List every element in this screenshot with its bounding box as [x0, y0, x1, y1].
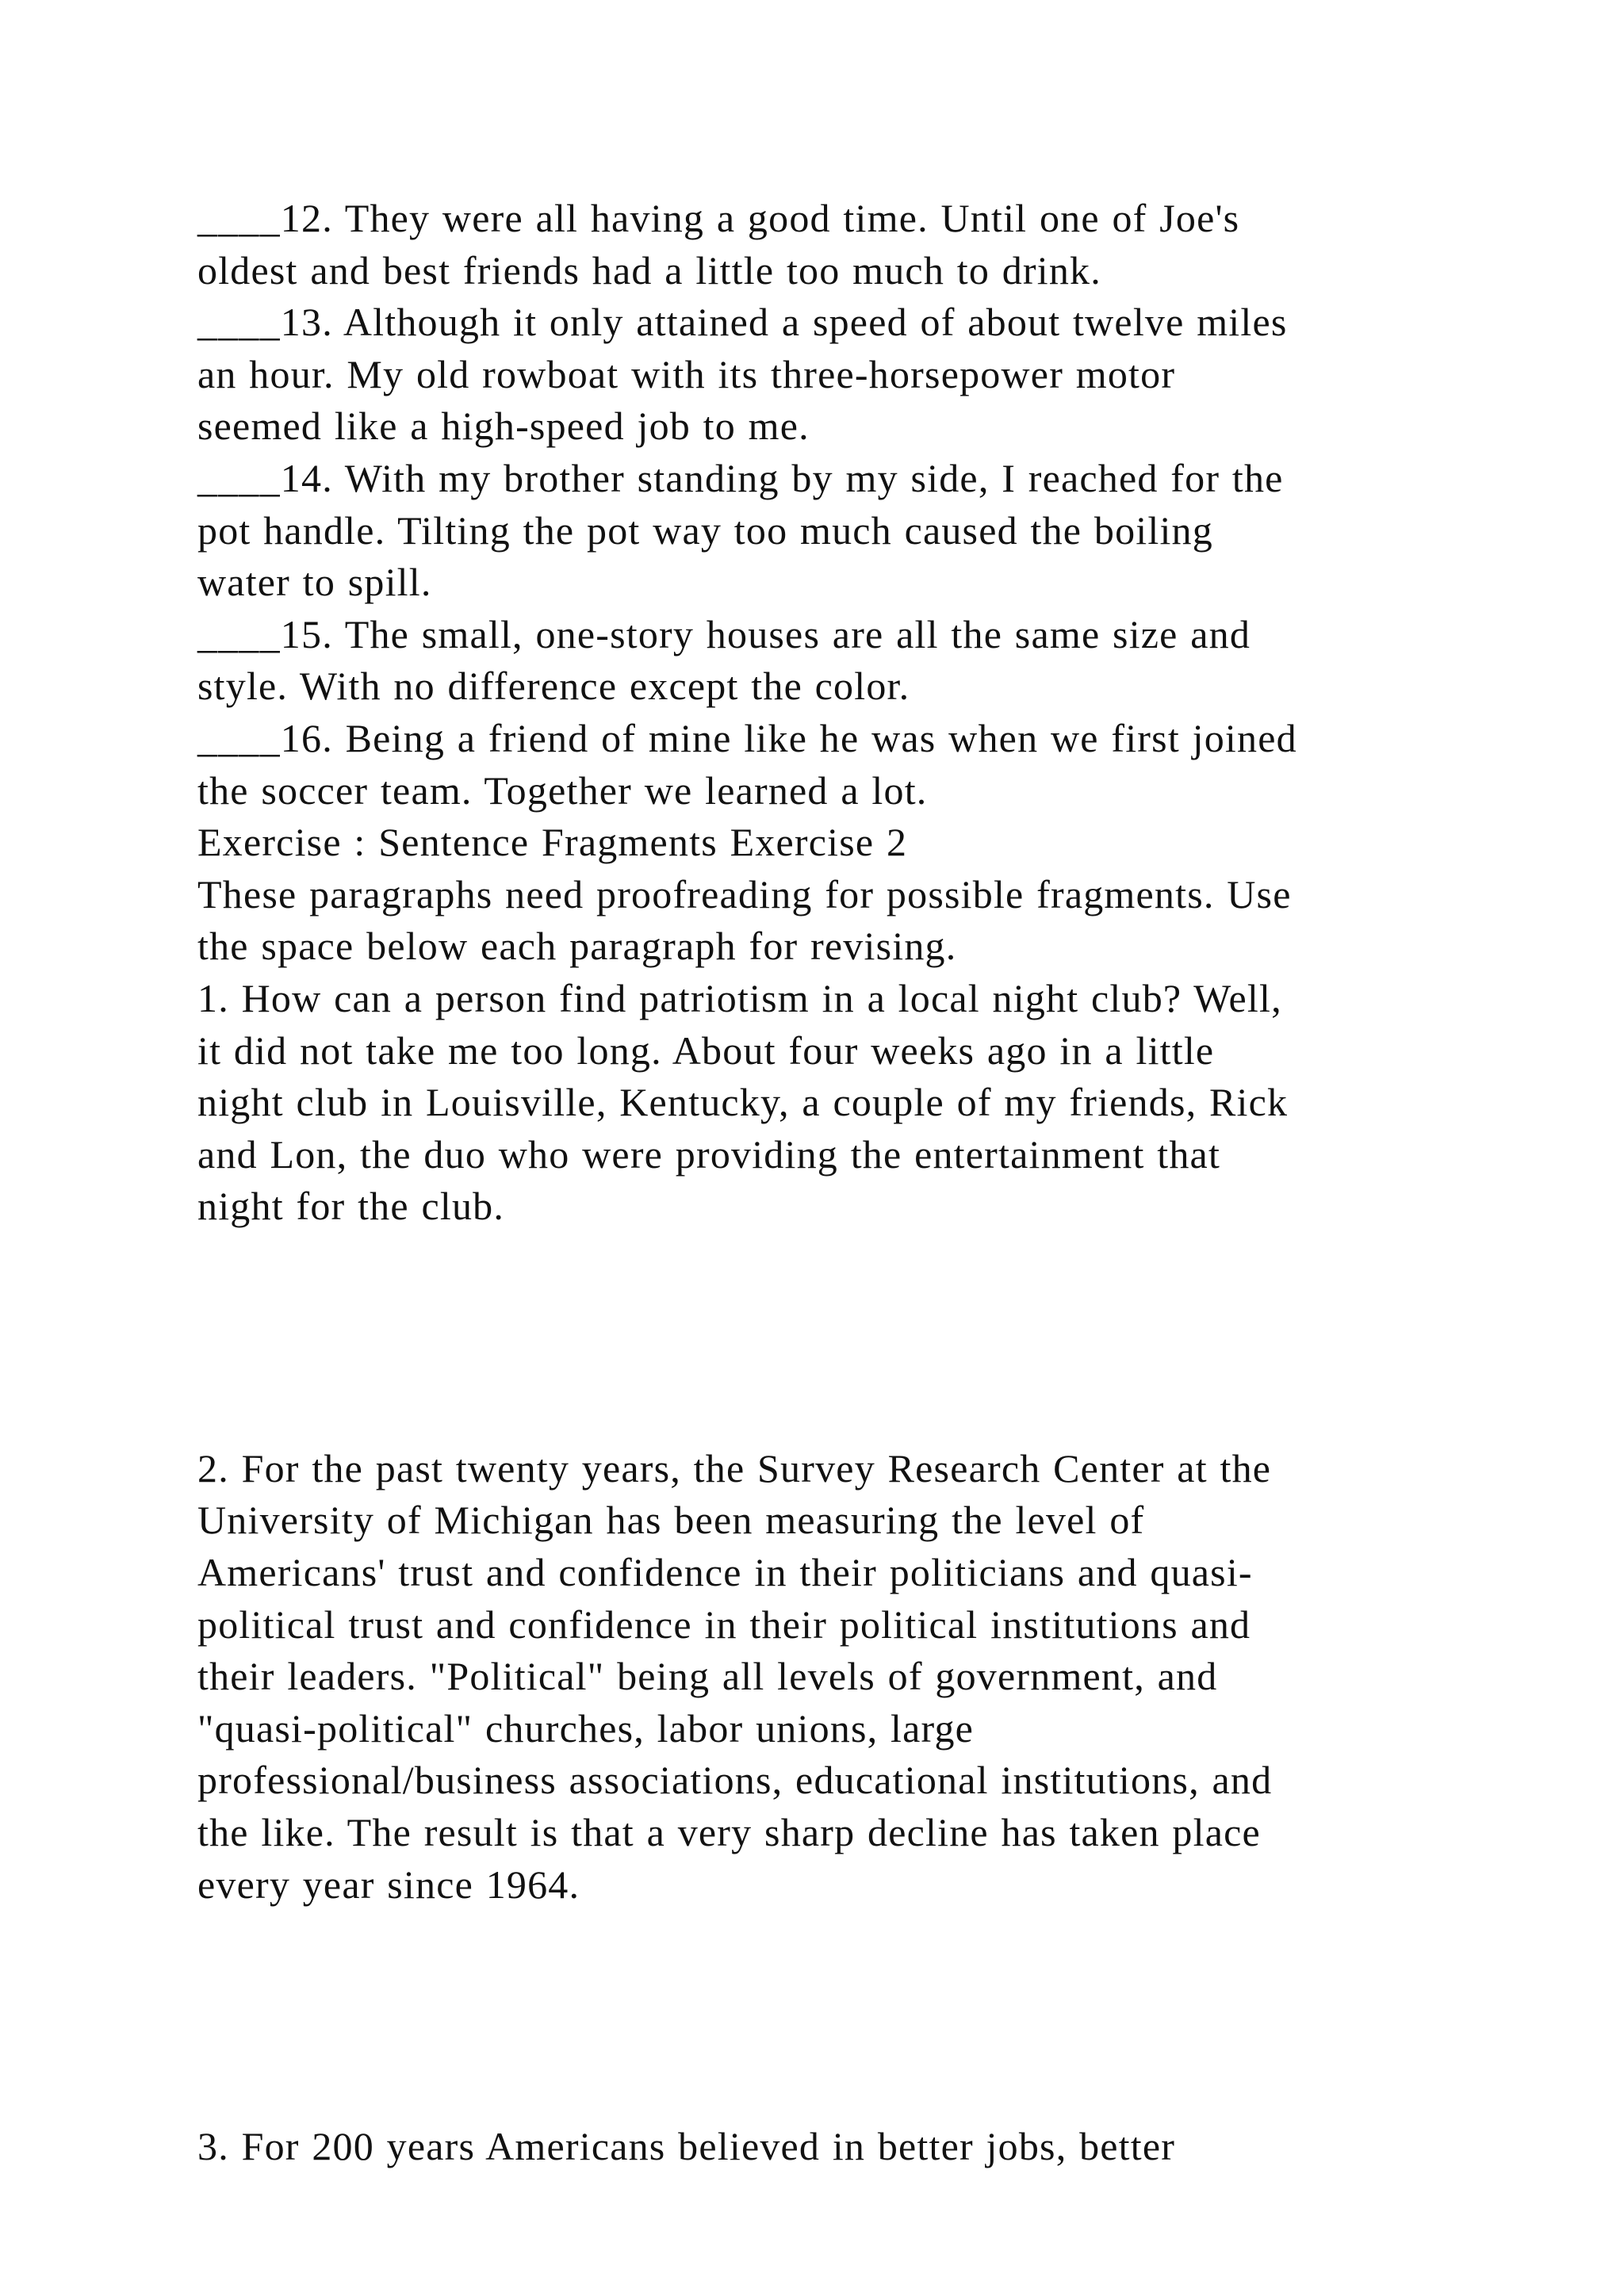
text-line: seemed like a high-speed job to me. — [197, 404, 810, 449]
paragraph-3 — [197, 2121, 1466, 2173]
text-line: every year since 1964. — [197, 1862, 580, 1907]
text-line: These paragraphs need proofreading for possible fragments. Use — [197, 871, 1292, 916]
text-line: ____13. Although it only attained a speed of about twelve miles — [197, 300, 1288, 345]
text-line: 2. For the past twenty years, the Survey Research Center at the — [197, 1445, 1272, 1490]
text-line: water to spill. — [197, 560, 432, 605]
exercise-item-12 — [197, 193, 1466, 297]
text-line: professional/business associations, educational institutions, and — [197, 1758, 1273, 1803]
exercise-item-15 — [197, 609, 1466, 713]
text-line: political trust and confidence in their political institutions and — [197, 1601, 1251, 1647]
text-line: ____12. They were all having a good time. Until one of Joe's — [197, 196, 1240, 240]
text-line: 1. How can a person find patriotism in a local night club? Well, — [197, 975, 1282, 1020]
text-line: their leaders. "Political" being all levels of government, and — [197, 1654, 1218, 1699]
text-line: it did not take me too long. About four weeks ago in a little — [197, 1027, 1215, 1073]
revision-space — [197, 1233, 1466, 1443]
document-body — [197, 193, 1466, 2173]
text-line: style. With no difference except the color. — [197, 664, 910, 709]
text-line: Americans' trust and confidence in their politicians and quasi- — [197, 1550, 1253, 1595]
text-line: ____16. Being a friend of mine like he was when we first joined — [197, 715, 1297, 760]
text-line: an hour. My old rowboat with its three-horsepower motor — [197, 351, 1176, 396]
text-line: night club in Louisville, Kentucky, a couple of my friends, Rick — [197, 1080, 1289, 1125]
text-line: and Lon, the duo who were providing the entertainment that — [197, 1131, 1221, 1177]
revision-space — [197, 1911, 1466, 2121]
text-line: "quasi-political" churches, labor unions, large — [197, 1705, 975, 1751]
exercise-item-13 — [197, 297, 1466, 453]
text-line: pot handle. Tilting the pot way too much caused the boiling — [197, 507, 1213, 553]
text-line: 3. For 200 years Americans believed in better jobs, better — [197, 2124, 1176, 2169]
text-line: the space below each paragraph for revising. — [197, 924, 957, 969]
exercise-instructions — [197, 869, 1466, 973]
text-line: ____15. The small, one-story houses are all the same size and — [197, 611, 1251, 656]
exercise-item-16 — [197, 713, 1466, 817]
text-line: University of Michigan has been measuring the level of — [197, 1498, 1145, 1543]
text-line: the soccer team. Together we learned a lot. — [197, 767, 928, 813]
paragraph-1 — [197, 973, 1466, 1233]
text-line: the like. The result is that a very sharp decline has taken place — [197, 1810, 1261, 1855]
paragraph-2 — [197, 1443, 1466, 1911]
text-line: ____14. With my brother standing by my side, I reached for the — [197, 455, 1284, 500]
exercise-item-14 — [197, 453, 1466, 609]
exercise-heading: Exercise : Sentence Fragments Exercise 2 — [197, 820, 908, 865]
text-line: night for the club. — [197, 1184, 505, 1229]
text-line: oldest and best friends had a little too much to drink. — [197, 247, 1101, 293]
